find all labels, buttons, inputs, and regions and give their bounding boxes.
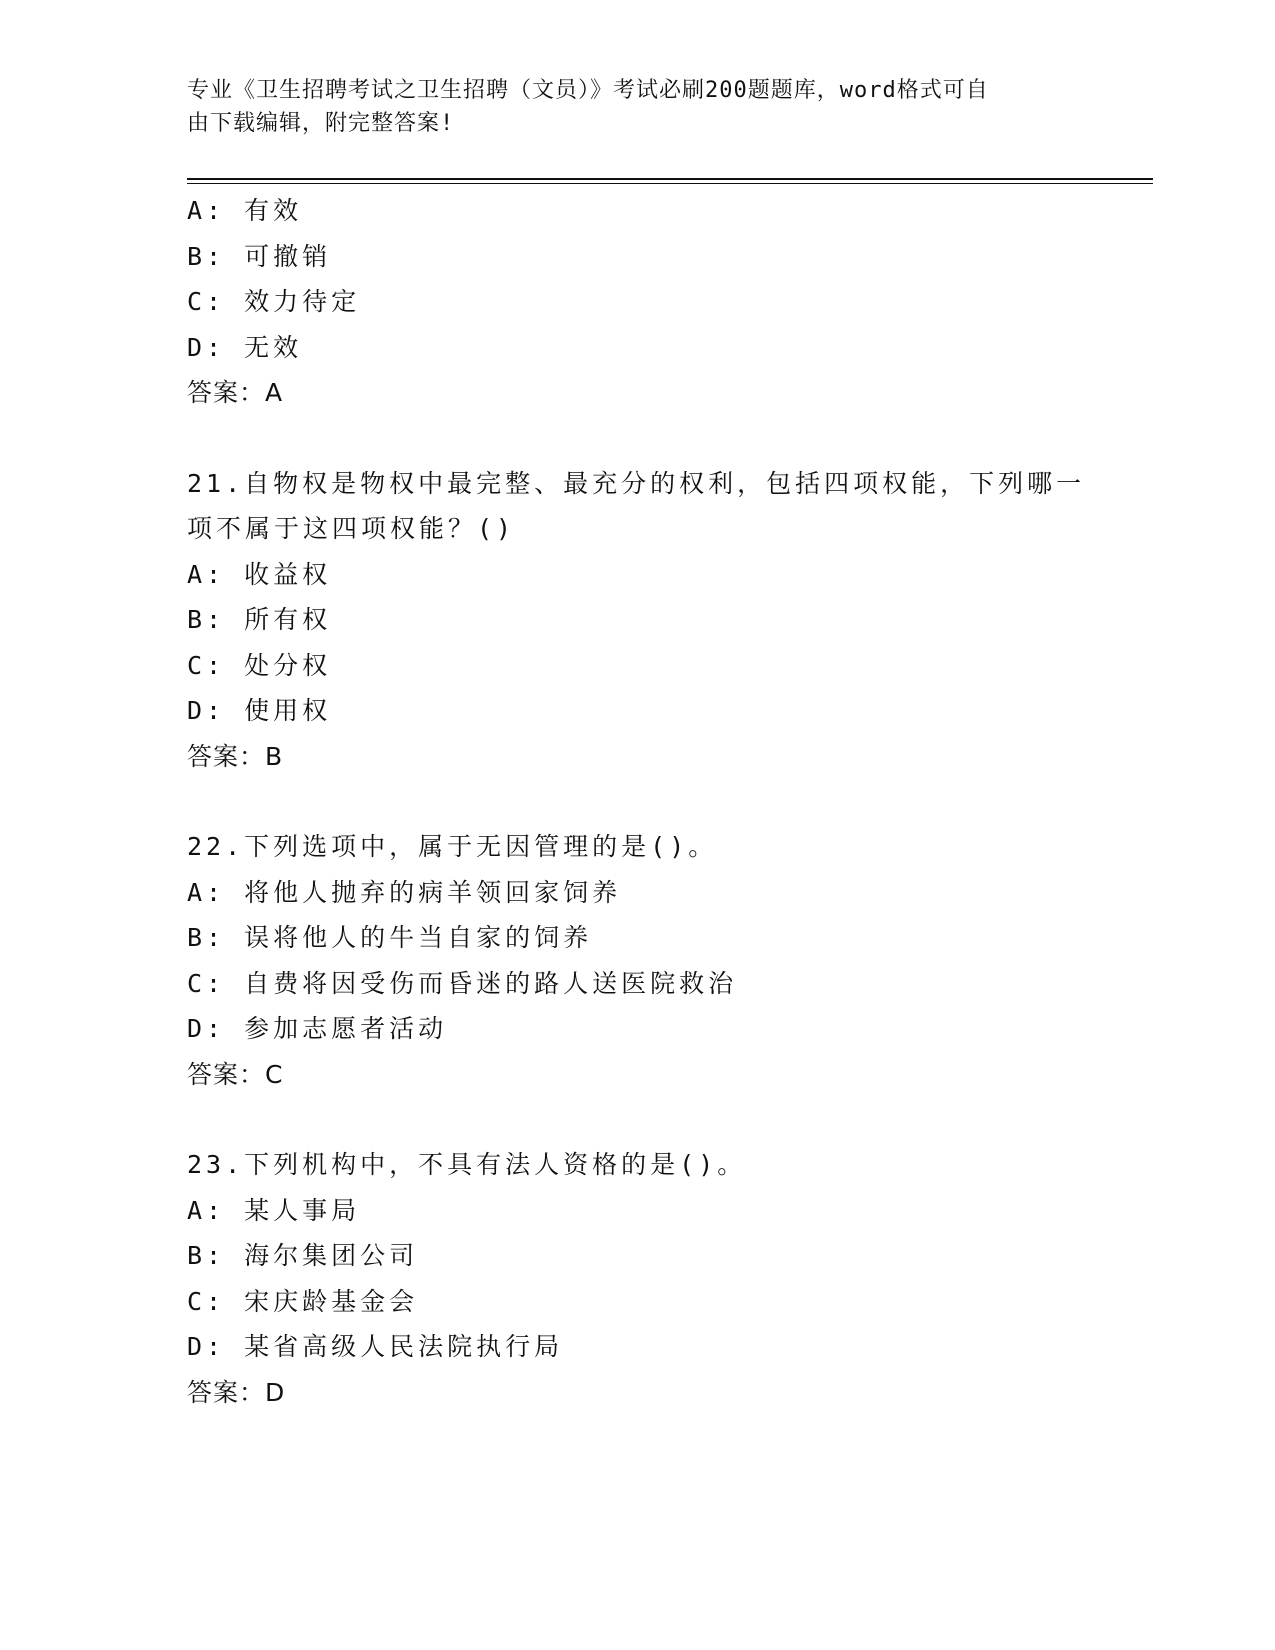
option-c: C: 自费将因受伤而昏迷的路人送医院救治 xyxy=(187,968,738,998)
question-stem: 21.自物权是物权中最完整、最充分的权利，包括四项权能，下列哪一 xyxy=(187,468,1086,498)
question-stem: 22.下列选项中，属于无因管理的是()。 xyxy=(187,832,718,861)
question-stem: 23.下列机构中，不具有法人资格的是()。 xyxy=(187,1150,747,1179)
option-d: D: 参加志愿者活动 xyxy=(187,1014,448,1043)
document-header xyxy=(187,74,1067,140)
option-b: B: 可撤销 xyxy=(187,241,332,271)
header-divider-thick xyxy=(187,178,1153,180)
option-a: A: 收益权 xyxy=(187,559,332,589)
option-a: A: 将他人抛弃的病羊领回家饲养 xyxy=(187,877,622,907)
option-c: C: 宋庆龄基金会 xyxy=(187,1286,419,1316)
answer-line: 答案：D xyxy=(187,1377,286,1407)
answer-line: 答案：C xyxy=(187,1059,284,1089)
question-block-23 xyxy=(187,1142,1153,1415)
question-list xyxy=(187,188,1153,1415)
header-line-1: 专业《卫生招聘考试之卫生招聘（文员）》考试必刷200题题库，word格式可自 xyxy=(187,78,989,103)
question-stem-continued: 项不属于这四项权能？() xyxy=(187,514,516,543)
answer-line: 答案：A xyxy=(187,378,284,407)
option-b: B: 所有权 xyxy=(187,605,332,634)
option-c: C: 效力待定 xyxy=(187,287,361,316)
option-a: A: 有效 xyxy=(187,196,303,225)
question-block-20 xyxy=(187,188,1153,416)
option-b: B: 海尔集团公司 xyxy=(187,1241,419,1270)
option-d: D: 使用权 xyxy=(187,696,332,725)
option-d: D: 某省高级人民法院执行局 xyxy=(187,1332,564,1361)
question-block-21 xyxy=(187,461,1153,780)
header-divider-thin xyxy=(187,183,1153,184)
header-line-2: 由下载编辑，附完整答案! xyxy=(187,111,455,136)
answer-line: 答案：B xyxy=(187,741,284,771)
option-d: D: 无效 xyxy=(187,332,303,362)
question-block-22 xyxy=(187,824,1153,1097)
option-b: B: 误将他人的牛当自家的饲养 xyxy=(187,923,593,952)
option-c: C: 处分权 xyxy=(187,650,332,680)
option-a: A: 某人事局 xyxy=(187,1195,361,1225)
